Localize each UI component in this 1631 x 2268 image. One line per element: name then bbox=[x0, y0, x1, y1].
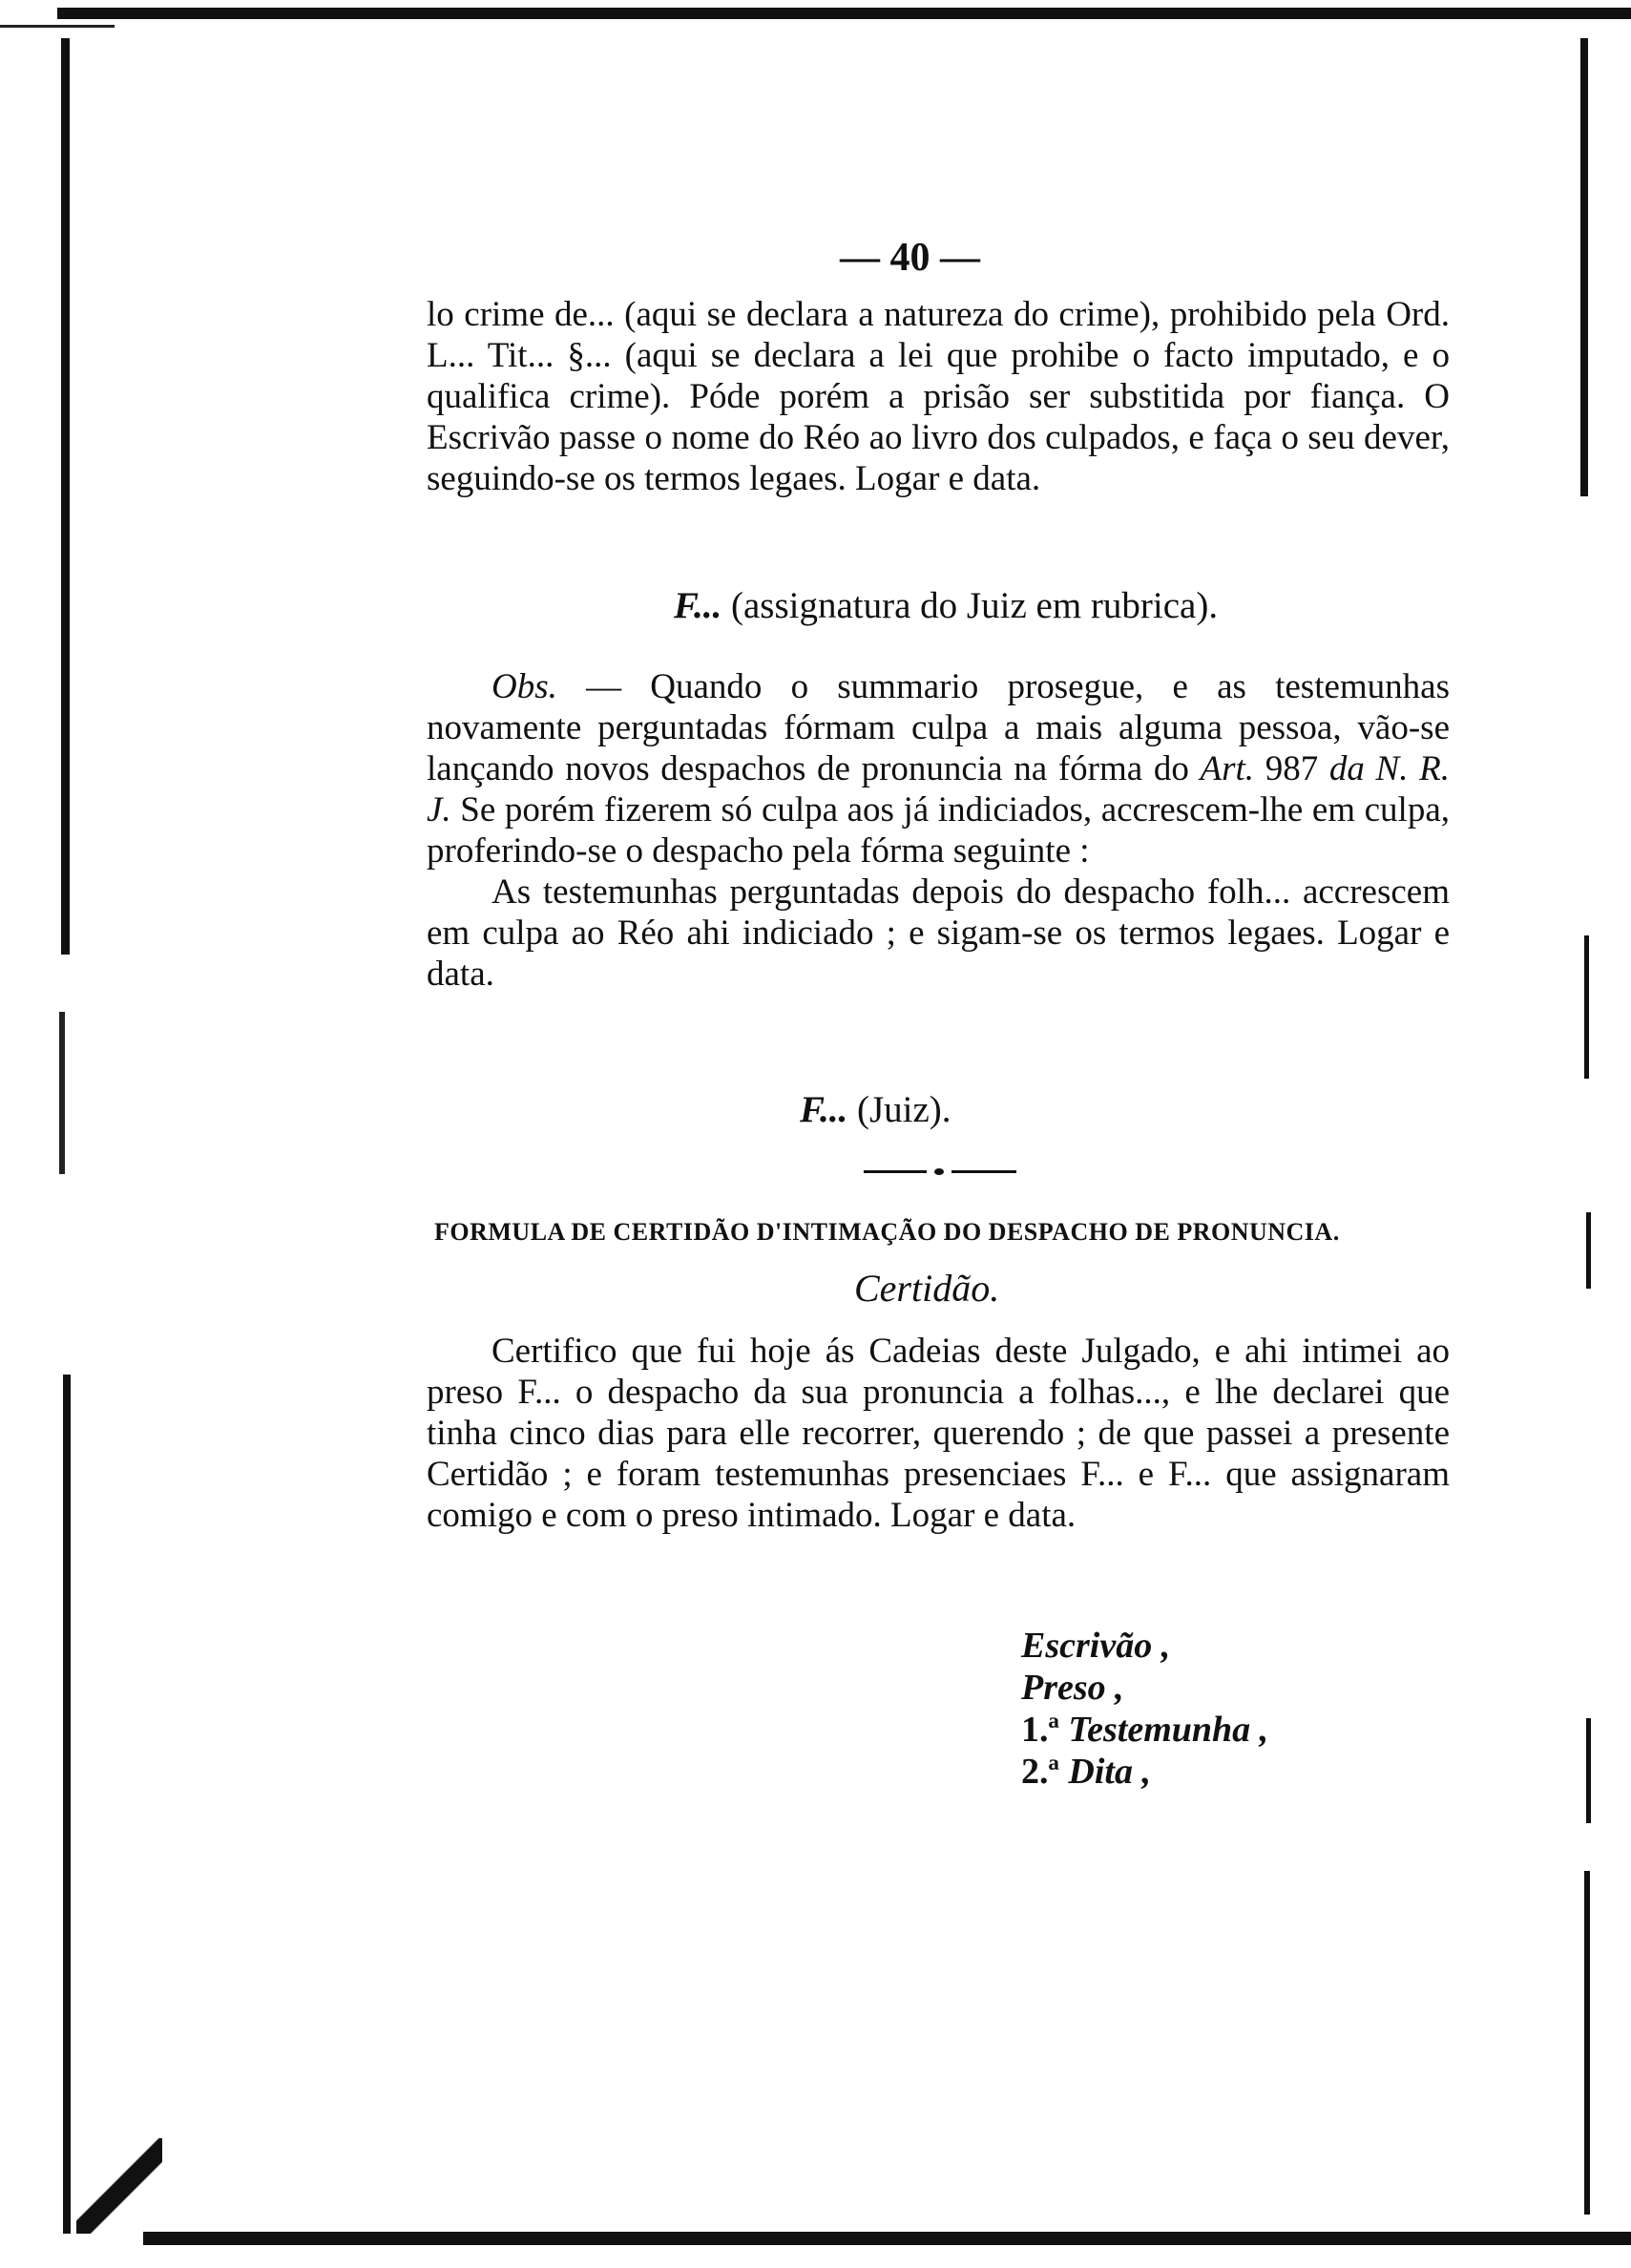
obs-paragraph bbox=[427, 666, 1450, 995]
page-edge-left bbox=[61, 38, 70, 955]
signatory-preso: Preso , bbox=[1021, 1668, 1124, 1708]
paragraph-text: lo crime de... (aqui se declara a natureza do crime), prohibido pela Ord. L... Tit... §... (aqui se declara a lei que prohibe o facto imputado, e o qualifica crime). Póde porém a prisão ser substitida por fiança. O Escrivão passe o nome do Réo ao livro dos culpados, e faça o seu dever, seguindo-se os termos legaes. Logar e data. bbox=[427, 295, 1450, 498]
certidao-text: Certifico que fui hoje ás Cadeias deste Julgado, e ahi intimei ao preso F... o despacho da sua pronuncia a folhas..., e lhe declarei que tinha cinco dias para elle recorrer, querendo ; de que passei a presente Certidão ; e foram testemunhas presenciaes F... e F... que assignaram comigo e com o preso intimado. Logar e data. bbox=[427, 1332, 1450, 1535]
page-edge-right-lower bbox=[1584, 1871, 1590, 2215]
page-edge-top-thin bbox=[0, 25, 115, 28]
page-edge-right-mark bbox=[1586, 1718, 1591, 1823]
judge-signature-rubrica bbox=[674, 584, 1218, 627]
page-edge-right-mark bbox=[1586, 1212, 1591, 1289]
article-ref: Art. bbox=[1200, 749, 1255, 788]
certidao-paragraph bbox=[427, 1331, 1450, 1536]
despacho-text: As testemunhas perguntadas depois do despacho folh... accrescem em culpa ao Réo ahi indiciado ; e sigam-se os termos legaes. Logar e data. bbox=[427, 872, 1450, 994]
signature-text: (Juiz). bbox=[857, 1089, 951, 1130]
section-subtitle: Certidão. bbox=[854, 1267, 1000, 1310]
signatory-testemunha-2: 2.ª Dita , bbox=[1021, 1752, 1151, 1792]
signatory-testemunha-1: 1.ª Testemunha , bbox=[1021, 1710, 1269, 1750]
signatory-escrivao: Escrivão , bbox=[1021, 1626, 1171, 1666]
page-edge-left-lower bbox=[63, 1375, 71, 2234]
section-divider bbox=[864, 1168, 1016, 1174]
paragraph-continuation bbox=[427, 294, 1450, 499]
law-ref: N. R. J. bbox=[427, 749, 1451, 830]
obs-label: Obs. bbox=[491, 667, 557, 706]
signatories-list bbox=[1021, 1625, 1268, 1793]
page-edge-right-mark bbox=[1584, 935, 1589, 1079]
signature-initial: F... bbox=[800, 1089, 848, 1130]
obs-text: Obs. — Quando o summario prosegue, e as testemunhas novamente perguntadas fórmam culpa a mais alguma pessoa, vão-se lançando novos despachos de pronuncia na fórma do Art. 987 da N. R. J. Se porém fizerem só culpa aos já indiciados, accrescem-lhe em culpa, proferindo-se o despacho pela fórma seguinte : bbox=[427, 667, 1451, 871]
section-heading: FORMULA DE CERTIDÃO D'INTIMAÇÃO DO DESPACHO DE PRONUNCIA. bbox=[434, 1218, 1340, 1246]
signature-text: (assignatura do Juiz em rubrica). bbox=[731, 585, 1219, 626]
page-edge-bottom bbox=[143, 2232, 1631, 2245]
signature-initial: F... bbox=[674, 585, 722, 626]
judge-signature bbox=[800, 1088, 951, 1131]
page-corner-mark bbox=[76, 2138, 162, 2234]
page-number: — 40 — bbox=[840, 236, 980, 280]
page-edge-right-upper bbox=[1580, 38, 1588, 496]
page-edge-left-mark bbox=[59, 1012, 65, 1174]
page-edge-top bbox=[57, 8, 1631, 19]
